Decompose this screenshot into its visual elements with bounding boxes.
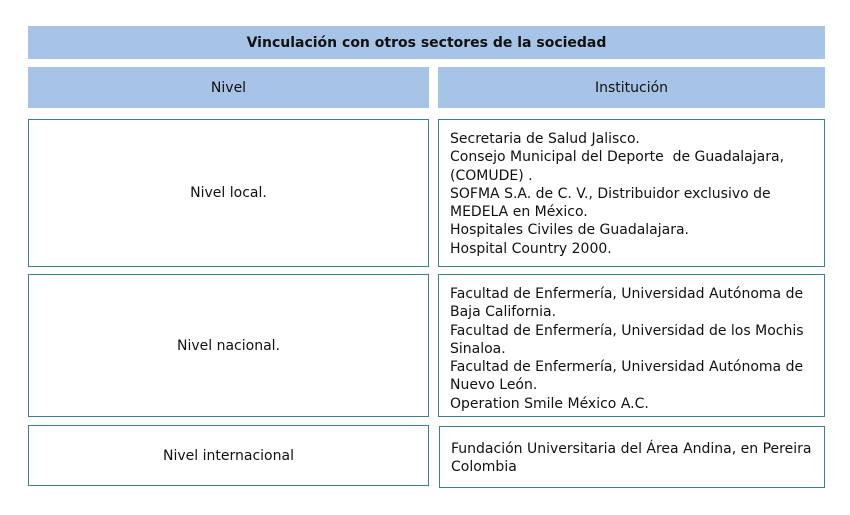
institution-line: Secretaria de Salud Jalisco.: [450, 131, 640, 147]
institution-line: Operation Smile México A.C.: [450, 395, 649, 412]
institution-line: Hospitales Civiles de Guadalajara.: [450, 222, 690, 239]
institution-line: Sinaloa.: [450, 340, 506, 357]
table-title: Vinculación con otros sectores de la sociedad: [28, 26, 825, 59]
column-header-institution: Institución: [438, 67, 825, 108]
institution-cell-international: [439, 426, 825, 488]
level-label: Nivel local.: [190, 185, 267, 201]
institution-line: Facultad de Enfermería, Universidad Autónoma de: [450, 286, 804, 302]
institution-line: Baja California.: [450, 304, 557, 321]
institution-line: Fundación Universitaria del Área Andina, en Pereira: [451, 441, 812, 457]
institution-line: (COMUDE) .: [450, 167, 533, 184]
institution-line: Facultad de Enfermería, Universidad de los Mochis: [450, 322, 804, 339]
level-label: Nivel nacional.: [177, 337, 280, 354]
institution-line: Colombia: [451, 459, 517, 476]
institution-line: SOFMA S.A. de C. V., Distribuidor exclusivo de: [450, 185, 771, 202]
column-header-level: Nivel: [28, 67, 429, 108]
institution-line: Facultad de Enfermería, Universidad Autónoma de: [450, 359, 804, 376]
level-cell-national: [28, 274, 429, 417]
institution-line: Hospital Country 2000.: [450, 240, 612, 257]
level-cell-international: [28, 425, 429, 486]
institution-cell-national: [438, 274, 825, 417]
institution-line: MEDELA en México.: [450, 204, 588, 221]
institution-line: Consejo Municipal del Deporte de Guadalajara,: [450, 149, 785, 166]
level-cell-local: [28, 119, 429, 267]
institution-line: Nuevo León.: [450, 377, 538, 394]
institution-cell-local: [438, 119, 825, 267]
level-label: Nivel internacional: [163, 447, 294, 464]
